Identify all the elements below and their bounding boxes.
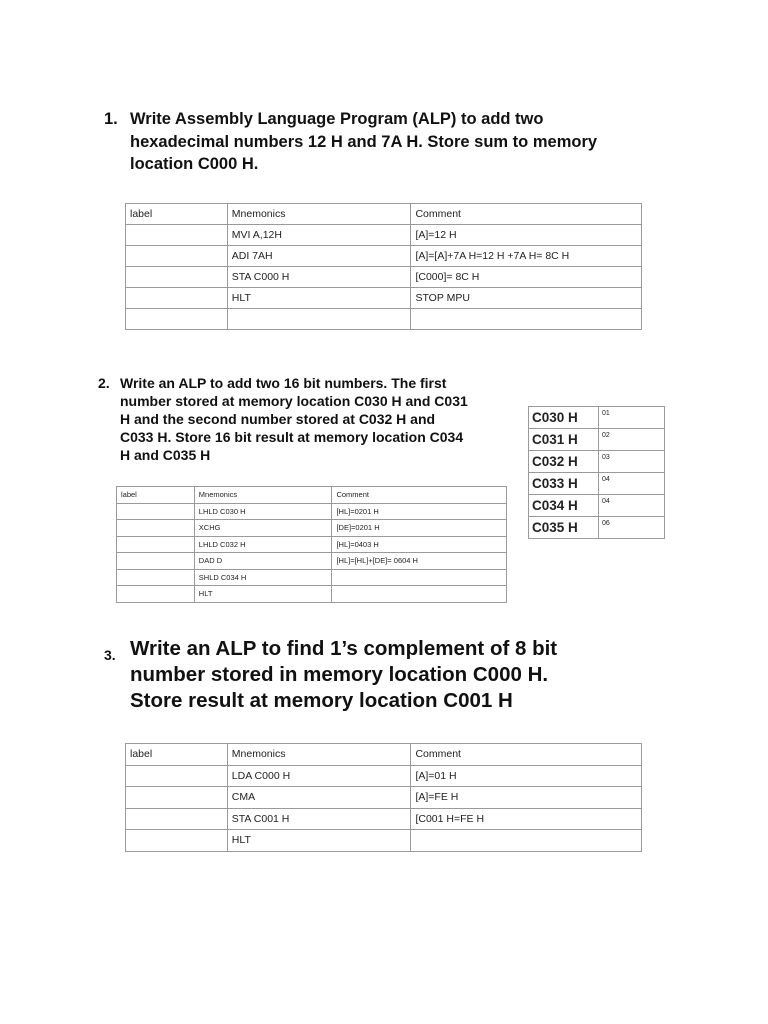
comment-cell: [A]=[A]+7A H=12 H +7A H= 8C H	[411, 246, 642, 267]
program-table-3	[125, 743, 642, 852]
memory-address: C035 H	[529, 517, 599, 539]
comment-cell: [HL]=[HL]+[DE]= 0604 H	[332, 553, 507, 570]
table-row	[126, 830, 642, 852]
memory-row	[529, 473, 665, 495]
table-header-row	[126, 204, 642, 225]
label-cell	[117, 553, 195, 570]
question-line: C033 H. Store 16 bit result at memory location C034	[120, 429, 464, 445]
label-cell	[126, 808, 228, 830]
table-row	[117, 503, 507, 520]
memory-row	[529, 451, 665, 473]
label-cell	[126, 267, 228, 288]
table-row	[126, 765, 642, 787]
mnemonic-cell: LHLD C030 H	[194, 503, 332, 520]
comment-cell: [DE]=0201 H	[332, 520, 507, 537]
question-line: number stored in memory location C000 H.	[130, 663, 549, 686]
question-line: Write Assembly Language Program (ALP) to add two	[130, 110, 544, 128]
memory-address: C031 H	[529, 429, 599, 451]
mnemonic-cell: HLT	[227, 288, 411, 309]
header-mnemonics: Mnemonics	[227, 744, 411, 766]
label-cell	[117, 503, 195, 520]
mnemonic-cell: LHLD C032 H	[194, 536, 332, 553]
comment-cell: [HL]=0403 H	[332, 536, 507, 553]
memory-row	[529, 495, 665, 517]
memory-address: C032 H	[529, 451, 599, 473]
table-row	[126, 246, 642, 267]
memory-value: 02	[599, 429, 665, 451]
memory-value: 06	[599, 517, 665, 539]
memory-row	[529, 429, 665, 451]
table-row	[126, 787, 642, 809]
question-line: hexadecimal numbers 12 H and 7A H. Store sum to memory	[130, 132, 598, 151]
table-row	[126, 808, 642, 830]
label-cell	[117, 586, 195, 603]
question-number: 2.	[98, 375, 110, 391]
label-cell	[117, 569, 195, 586]
comment-cell	[332, 586, 507, 603]
question-line: H and C035 H	[120, 447, 211, 463]
label-cell	[117, 520, 195, 537]
mnemonic-cell	[227, 309, 411, 330]
table-row	[117, 536, 507, 553]
question-line: location C000 H.	[130, 155, 259, 173]
memory-address: C034 H	[529, 495, 599, 517]
table-row	[117, 586, 507, 603]
program-table-1	[125, 203, 642, 330]
header-comment: Comment	[411, 744, 642, 766]
header-comment: Comment	[411, 204, 642, 225]
question-number: 1.	[104, 110, 118, 128]
label-cell	[126, 787, 228, 809]
question-line: H and the second number stored at C032 H and	[120, 411, 436, 427]
mnemonic-cell: HLT	[227, 830, 411, 852]
memory-value: 01	[599, 407, 665, 429]
header-label: label	[117, 487, 195, 504]
header-mnemonics: Mnemonics	[227, 204, 411, 225]
mnemonic-cell: CMA	[227, 787, 411, 809]
header-label: label	[126, 204, 228, 225]
table-header-row	[117, 487, 507, 504]
table-row	[126, 267, 642, 288]
table-row	[117, 569, 507, 586]
comment-cell: [A]=FE H	[411, 787, 642, 809]
label-cell	[126, 288, 228, 309]
memory-table	[528, 406, 665, 539]
mnemonic-cell: ADI 7AH	[227, 246, 411, 267]
comment-cell	[411, 309, 642, 330]
label-cell	[117, 536, 195, 553]
comment-cell: STOP MPU	[411, 288, 642, 309]
table-row	[126, 309, 642, 330]
comment-cell: [A]=12 H	[411, 225, 642, 246]
label-cell	[126, 309, 228, 330]
label-cell	[126, 830, 228, 852]
table-row	[117, 553, 507, 570]
comment-cell	[332, 569, 507, 586]
label-cell	[126, 765, 228, 787]
comment-cell: [HL]=0201 H	[332, 503, 507, 520]
question-text	[120, 374, 468, 464]
mnemonic-cell: SHLD C034 H	[194, 569, 332, 586]
mnemonic-cell: STA C000 H	[227, 267, 411, 288]
memory-value: 04	[599, 495, 665, 517]
mnemonic-cell: HLT	[194, 586, 332, 603]
comment-cell: [A]=01 H	[411, 765, 642, 787]
table-row	[126, 288, 642, 309]
table-row	[117, 520, 507, 537]
mnemonic-cell: LDA C000 H	[227, 765, 411, 787]
header-comment: Comment	[332, 487, 507, 504]
mnemonic-cell: STA C001 H	[227, 808, 411, 830]
comment-cell	[411, 830, 642, 852]
memory-row	[529, 517, 665, 539]
table-row	[126, 225, 642, 246]
memory-value: 04	[599, 473, 665, 495]
question-line: number stored at memory location C030 H and C031	[120, 393, 468, 409]
program-table-2	[116, 486, 507, 603]
header-mnemonics: Mnemonics	[194, 487, 332, 504]
header-label: label	[126, 744, 228, 766]
memory-address: C033 H	[529, 473, 599, 495]
mnemonic-cell: MVI A,12H	[227, 225, 411, 246]
comment-cell: [C000]= 8C H	[411, 267, 642, 288]
question-text	[130, 636, 557, 714]
question-line: Store result at memory location C001 H	[130, 689, 513, 712]
label-cell	[126, 225, 228, 246]
question-line: Write an ALP to find 1’s complement of 8 bit	[130, 637, 558, 660]
memory-value: 03	[599, 451, 665, 473]
memory-address: C030 H	[529, 407, 599, 429]
question-text	[130, 108, 597, 176]
question-number: 3.	[104, 647, 116, 663]
comment-cell: [C001 H=FE H	[411, 808, 642, 830]
question-line: Write an ALP to add two 16 bit numbers. The first	[120, 375, 447, 391]
table-header-row	[126, 744, 642, 766]
label-cell	[126, 246, 228, 267]
mnemonic-cell: DAD D	[194, 553, 332, 570]
mnemonic-cell: XCHG	[194, 520, 332, 537]
memory-row	[529, 407, 665, 429]
